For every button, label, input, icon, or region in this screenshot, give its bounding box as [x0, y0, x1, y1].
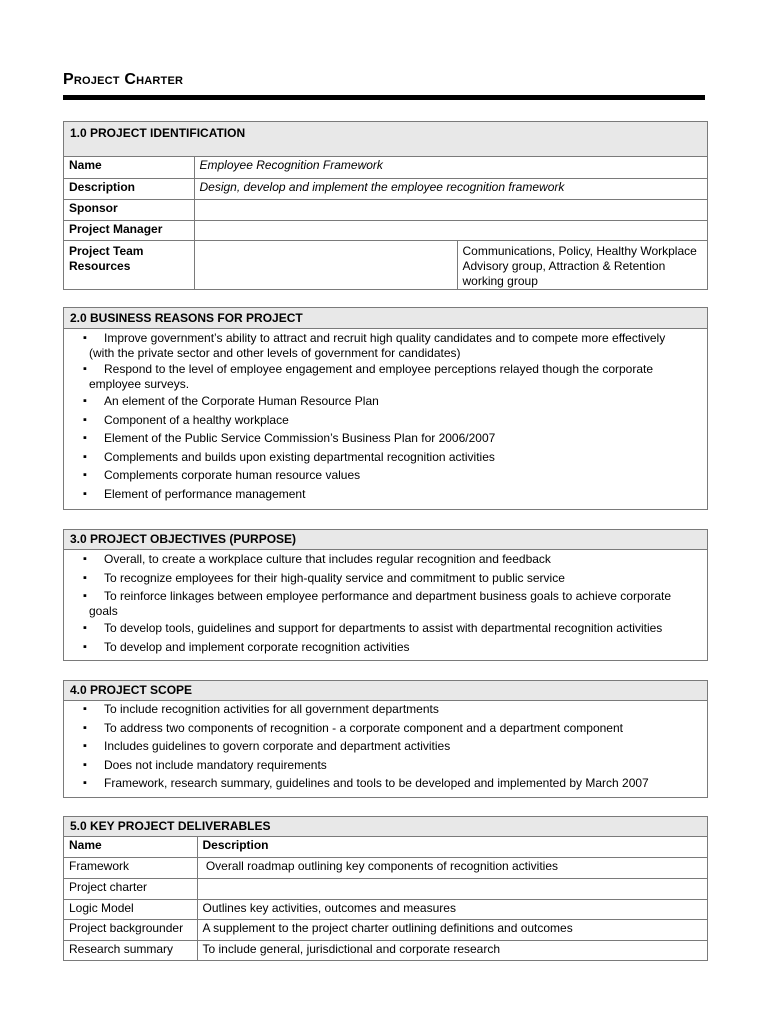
- section-business-reasons: [63, 307, 708, 510]
- list-item: ▪ Overall, to create a workplace culture that includes regular recognition and feedback: [82, 552, 701, 567]
- deliverable-description: Outlines key activities, outcomes and measures: [197, 899, 707, 919]
- team-value: Communications, Policy, Healthy Workplace Advisory group, Attraction & Retention working group: [457, 240, 707, 290]
- list-item: ▪ Respond to the level of employee engagement and employee perceptions relayed though the corporate employee surveys.: [82, 362, 701, 392]
- objectives-list: [64, 550, 707, 657]
- team-label: Project Team Resources: [64, 240, 194, 290]
- list-item: ▪ To reinforce linkages between employee performance and department business goals to achieve corporate goals: [82, 589, 701, 619]
- section-header: 3.0 PROJECT OBJECTIVES (PURPOSE): [64, 530, 707, 550]
- table-row: [64, 220, 707, 240]
- list-item: ▪ To recognize employees for their high-quality service and commitment to public service: [82, 571, 701, 586]
- list-item: ▪ To develop tools, guidelines and support for departments to assist with departmental recognition activities: [82, 621, 701, 636]
- scope-list: [64, 701, 707, 793]
- sponsor-value: [194, 199, 707, 220]
- title-rule: [63, 95, 705, 100]
- section-scope: [63, 680, 708, 798]
- deliverable-name: Research summary: [64, 940, 197, 960]
- project-manager-value: [194, 220, 707, 240]
- table-row: [64, 878, 707, 899]
- list-item: ▪ To develop and implement corporate recognition activities: [82, 640, 701, 655]
- deliverable-description: A supplement to the project charter outlining definitions and outcomes: [197, 919, 707, 940]
- list-item: ▪ Component of a healthy workplace: [82, 413, 701, 428]
- section-objectives: [63, 529, 708, 661]
- list-item: ▪ Framework, research summary, guidelines and tools to be developed and implemented by March 2007: [82, 776, 701, 791]
- project-manager-label: Project Manager: [64, 220, 194, 240]
- sponsor-label: Sponsor: [64, 199, 194, 220]
- name-label: Name: [64, 157, 194, 178]
- identification-table: [64, 157, 707, 290]
- section-identification: [63, 121, 708, 290]
- list-item: ▪ Element of performance management: [82, 487, 701, 502]
- section-header: 2.0 BUSINESS REASONS FOR PROJECT: [64, 308, 707, 329]
- name-value: Employee Recognition Framework: [194, 157, 707, 178]
- list-item: ▪ To address two components of recognition - a corporate component and a department component: [82, 721, 701, 736]
- deliverable-name: Project backgrounder: [64, 919, 197, 940]
- table-row: [64, 240, 707, 290]
- table-row: [64, 178, 707, 199]
- deliverable-description: [197, 878, 707, 899]
- table-row: [64, 919, 707, 940]
- deliverable-description: To include general, jurisdictional and corporate research: [197, 940, 707, 960]
- deliverable-name: Framework: [64, 857, 197, 878]
- page-title: Project Charter: [63, 71, 184, 88]
- description-value: Design, develop and implement the employee recognition framework: [194, 178, 707, 199]
- column-header-name: Name: [64, 837, 197, 857]
- list-item: ▪ To include recognition activities for all government departments: [82, 702, 701, 717]
- deliverables-table: [64, 837, 707, 960]
- description-label: Description: [64, 178, 194, 199]
- list-item: ▪ Improve government’s ability to attract and recruit high quality candidates and to compete more effectively (with the private sector and other levels of government for candidates): [82, 331, 701, 361]
- section-header: 4.0 PROJECT SCOPE: [64, 681, 707, 701]
- table-row: [64, 899, 707, 919]
- section-header: 1.0 PROJECT IDENTIFICATION: [64, 122, 707, 157]
- team-empty: [194, 240, 457, 290]
- list-item: ▪ Complements corporate human resource values: [82, 468, 701, 483]
- list-item: ▪ Does not include mandatory requirements: [82, 758, 701, 773]
- section-deliverables: [63, 816, 708, 961]
- business-reasons-list: [64, 329, 707, 504]
- table-row: [64, 837, 707, 857]
- table-row: [64, 157, 707, 178]
- table-row: [64, 857, 707, 878]
- list-item: ▪ Includes guidelines to govern corporate and department activities: [82, 739, 701, 754]
- list-item: ▪ An element of the Corporate Human Resource Plan: [82, 394, 701, 409]
- deliverable-description: Overall roadmap outlining key components of recognition activities: [197, 857, 707, 878]
- table-row: [64, 940, 707, 960]
- list-item: ▪ Element of the Public Service Commission’s Business Plan for 2006/2007: [82, 431, 701, 446]
- column-header-description: Description: [197, 837, 707, 857]
- list-item: ▪ Complements and builds upon existing departmental recognition activities: [82, 450, 701, 465]
- deliverable-name: Project charter: [64, 878, 197, 899]
- deliverable-name: Logic Model: [64, 899, 197, 919]
- section-header: 5.0 KEY PROJECT DELIVERABLES: [64, 817, 707, 837]
- table-row: [64, 199, 707, 220]
